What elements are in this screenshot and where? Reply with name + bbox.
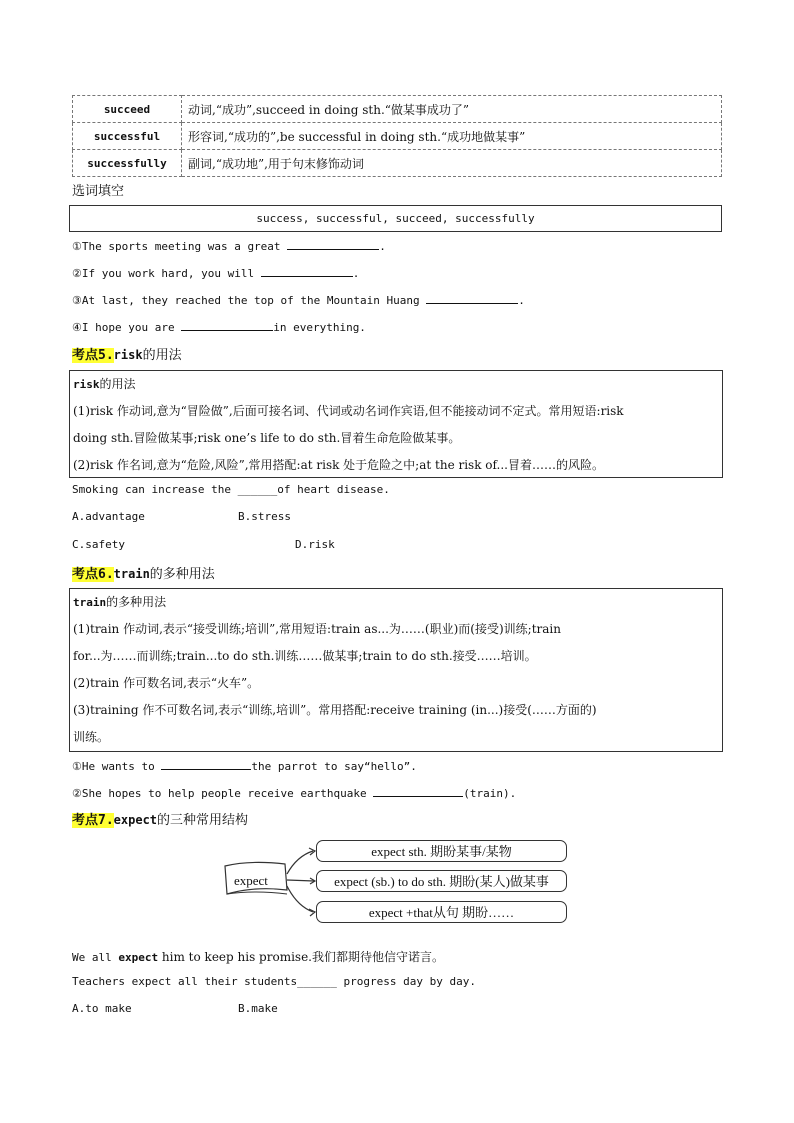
table-cell-desc: 动词,“成功”,succeed in doing sth.“做某事成功了”: [182, 96, 722, 123]
item-number: ①: [72, 240, 82, 253]
kp7-example: [72, 948, 444, 965]
word-bank-box: success, successful, succeed, successfully: [69, 205, 722, 232]
fill-title: 选词填空: [72, 184, 125, 199]
box-title-word: risk: [73, 378, 100, 391]
kp6-item-1: [72, 757, 417, 773]
arrow-head: [309, 909, 315, 916]
kaodian-badge: 考点7.: [72, 813, 114, 828]
item-text: At last, they reached the top of the Mountain Huang: [81, 294, 427, 307]
table-cell-desc: 副词,“成功地”,用于句末修饰动词: [182, 150, 722, 177]
option-b[interactable]: B.stress: [238, 510, 291, 523]
kp6-explanation-box: [69, 588, 723, 752]
answer-blank[interactable]: [261, 264, 353, 277]
item-text: He wants to: [81, 760, 162, 773]
diagram-branch-1: expect sth. 期盼某事/某物: [316, 840, 567, 862]
option-c[interactable]: C.safety: [72, 538, 125, 551]
arrow-line: [287, 851, 313, 874]
kp7-heading: [72, 809, 248, 828]
box-title-rest: 的多种用法: [106, 595, 167, 609]
table-cell-word: succeed: [73, 96, 182, 123]
kp6-title-rest: 的多种用法: [149, 567, 215, 582]
table-row: [73, 96, 722, 123]
example-text-end: him to keep his promise.我们都期待他信守诺言。: [158, 950, 444, 964]
arrow-line: [287, 880, 314, 881]
kp5-question: Smoking can increase the ______of heart disease.: [72, 483, 390, 496]
diagram-branch-2: expect (sb.) to do sth. 期盼(某人)做某事: [316, 870, 567, 892]
answer-blank[interactable]: [181, 318, 273, 331]
kp7-keyword: expect: [113, 813, 158, 827]
fill-item-3: [72, 291, 525, 307]
kaodian-badge: 考点6.: [72, 567, 114, 582]
arrow-line: [287, 886, 313, 912]
answer-blank[interactable]: [161, 757, 251, 770]
explanation-line: 训练。: [73, 730, 110, 744]
item-number: ③: [72, 294, 82, 307]
kp5-title-rest: 的用法: [142, 348, 182, 363]
item-text: The sports meeting was a great: [81, 240, 288, 253]
item-text: If you work hard, you will: [81, 267, 261, 280]
item-text-end: the parrot to say“hello”.: [251, 760, 417, 773]
item-number: ②: [72, 787, 82, 800]
table-row: [73, 123, 722, 150]
fill-item-1: [72, 237, 386, 253]
option-a[interactable]: A.advantage: [72, 510, 145, 523]
item-text-end: (train).: [463, 787, 517, 800]
item-number: ②: [72, 267, 82, 280]
table-cell-word: successful: [73, 123, 182, 150]
item-number: ④: [72, 321, 82, 334]
diagram-branch-3: expect +that从句 期盼……: [316, 901, 567, 923]
kp6-item-2: [72, 784, 516, 800]
diagram-center-label: expect: [234, 873, 268, 888]
explanation-line: (2)risk 作名词,意为“危险,风险”,常用搭配:at risk 处于危险之中;at the risk of...冒着……的风险。: [73, 458, 604, 472]
kp6-heading: [72, 563, 215, 582]
item-text: I hope you are: [81, 321, 182, 334]
explanation-line: (1)train 作动词,表示“接受训练;培训”,常用短语:train as...为……(职业)而(接受)训练;train: [73, 622, 561, 636]
explanation-line: (3)training 作不可数名词,表示“训练,培训”。常用搭配:receive training (in...)接受(……方面的): [73, 703, 597, 717]
option-d[interactable]: D.risk: [295, 538, 335, 551]
option-a[interactable]: A.to make: [72, 1002, 132, 1015]
kp7-title-rest: 的三种常用结构: [157, 813, 249, 828]
explanation-line: (2)train 作可数名词,表示“火车”。: [73, 676, 260, 690]
answer-blank[interactable]: [426, 291, 518, 304]
word-usage-table: [72, 95, 722, 177]
table-cell-desc: 形容词,“成功的”,be successful in doing sth.“成功地做某事”: [182, 123, 722, 150]
explanation-line: (1)risk 作动词,意为“冒险做”,后面可接名词、代词或动名词作宾语,但不能接动词不定式。常用短语:risk: [73, 404, 624, 418]
example-keyword: expect: [118, 951, 159, 964]
fill-item-4: [72, 318, 366, 334]
kp7-question: Teachers expect all their students______ progress day by day.: [72, 975, 476, 988]
table-row: [73, 150, 722, 177]
item-text-end: .: [352, 267, 360, 280]
kp6-keyword: train: [113, 567, 150, 581]
kp5-heading: [72, 344, 182, 363]
explanation-line: doing sth.冒险做某事;risk one’s life to do sth.冒着生命危险做某事。: [73, 431, 461, 445]
explanation-line: for...为……而训练;train...to do sth.训练……做某事;train to do sth.接受……培训。: [73, 649, 537, 663]
example-text: We all: [72, 951, 119, 964]
box-title-word: train: [73, 596, 107, 609]
box-title-rest: 的用法: [99, 377, 136, 391]
item-number: ①: [72, 760, 82, 773]
answer-blank[interactable]: [287, 237, 379, 250]
fill-item-2: [72, 264, 359, 280]
item-text-end: .: [379, 240, 386, 253]
item-text-end: .: [518, 294, 525, 307]
option-b[interactable]: B.make: [238, 1002, 278, 1015]
item-text-end: in everything.: [273, 321, 366, 334]
item-text: She hopes to help people receive earthquake: [81, 787, 374, 800]
kp5-explanation-box: [69, 370, 723, 478]
kp5-keyword: risk: [113, 348, 143, 362]
kaodian-badge: 考点5.: [72, 348, 114, 363]
table-cell-word: successfully: [73, 150, 182, 177]
answer-blank[interactable]: [373, 784, 463, 797]
